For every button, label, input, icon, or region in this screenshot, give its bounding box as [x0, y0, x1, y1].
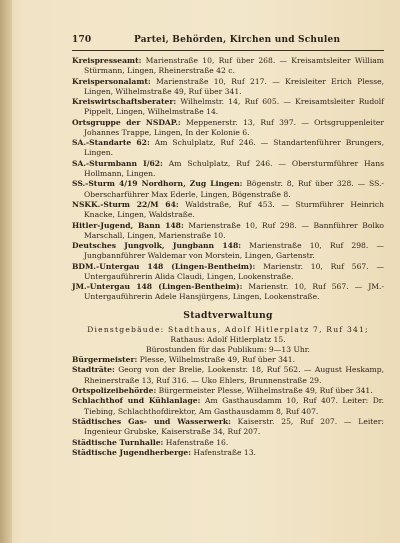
entry-label: SA.-Sturmbann I/62: — [72, 158, 163, 168]
entry-text: Georg von der Brelie, Lookenstr. 18, Ruf 562. — August Heskamp, Rheinerstraße 13, Ruf 316. — Uko Ehlers, Brunnenstraße 29. — [84, 365, 384, 385]
directory-entry — [72, 56, 384, 76]
directory-entry — [72, 438, 384, 448]
directory-entry — [72, 241, 384, 261]
directory-entry — [72, 221, 384, 241]
entry-text: Marienstraße 10, Ruf 298. — Bannführer Bolko Marschall, Lingen, Marienstraße 10. — [84, 220, 384, 240]
directory-entry — [72, 282, 384, 302]
page-header — [72, 35, 384, 49]
directory-entry — [72, 159, 384, 179]
directory-entry — [72, 396, 384, 416]
entry-text: Am Schulplatz, Ruf 246. — Obersturmführer Hans Hollmann, Lingen. — [84, 158, 384, 178]
entry-label: NSKK.-Sturm 22/M 64: — [72, 200, 179, 210]
entry-text: Plesse, Wilhelmstraße 49, Ruf über 341. — [139, 354, 295, 364]
entry-text: Marienstraße 10, Ruf 298. — Jungbannführer Waldemar von Morstein, Lingen, Gartenstr. — [84, 241, 384, 261]
directory-entry — [72, 77, 384, 97]
entry-label: Städtische Turnhalle: — [72, 437, 164, 447]
entry-text: Waldstraße, Ruf 453. — Sturmführer Heinrich Knacke, Lingen, Waldstraße. — [84, 200, 385, 220]
directory-entry — [72, 97, 384, 117]
party-entries-list — [72, 56, 384, 303]
running-head: Partei, Behörden, Kirchen und Schulen — [134, 35, 341, 45]
admin-entries-list — [72, 355, 384, 458]
entry-label: JM.-Untergau 148 (Lingen-Bentheim): — [72, 282, 243, 292]
entry-label: Bürgermeister: — [72, 354, 138, 364]
entry-label: BDM.-Untergau 148 (Lingen-Bentheim): — [72, 261, 256, 271]
entry-text: Kaiserstr. 25, Ruf 207. — Leiter: Ingenieur Grubske, Kaiserstraße 34, Ruf 207. — [84, 417, 384, 437]
directory-entry — [72, 262, 384, 282]
entry-text: Wilhelmstr. 14, Ruf 605. — Kreisamtsleiter Rudolf Pippelt, Lingen, Wilhelmstraße 14. — [84, 97, 384, 117]
entry-text: Hafenstraße 13. — [193, 448, 256, 458]
admin-intro-line: Dienstgebäude: Stadthaus, Adolf Hitlerplatz 7, Ruf 341; — [87, 324, 369, 334]
entry-label: Kreispresseamt: — [72, 56, 142, 65]
entry-label: Städtisches Gas- und Wasserwerk: — [72, 417, 231, 427]
entry-text: Bürgermeister Plesse, Wilhelmstraße 49, Ruf über 341. — [158, 385, 373, 395]
directory-entry — [72, 386, 384, 396]
entry-label: Kreiswirtschaftsberater: — [72, 97, 177, 107]
entry-label: Deutsches Jungvolk, Jungbann 148: — [72, 241, 242, 251]
directory-entry — [72, 179, 384, 199]
directory-entry — [72, 448, 384, 458]
entry-label: Stadträte: — [72, 365, 115, 375]
entry-text: Hafenstraße 16. — [165, 437, 229, 447]
entry-label: Schlachthof und Kühlanlage: — [72, 396, 201, 406]
entry-label: Kreispersonalamt: — [72, 76, 151, 86]
entry-label: Ortsgruppe der NSDAP.: — [72, 117, 181, 127]
admin-intro-line: Rathaus: Adolf Hitlerplatz 15. — [170, 334, 286, 344]
directory-entry — [72, 200, 384, 220]
directory-entry — [72, 355, 384, 365]
page-number: 170 — [72, 35, 92, 45]
entry-text: Bögenstr. 8, Ruf über 328. — SS.-Oberscharführer Max Ederle, Lingen, Bögenstraße 8. — [84, 179, 384, 199]
entry-label: Städtische Jugendherberge: — [72, 448, 192, 458]
directory-entry — [72, 365, 384, 385]
page-body — [72, 56, 384, 459]
book-spine-shadow — [0, 0, 12, 543]
entry-text: Marienstr. 10, Ruf 567. — Untergauführerin Alida Claudi, Lingen, Lookenstraße. — [84, 261, 384, 281]
admin-intro-line: Bürostunden für das Publikum: 9—13 Uhr. — [146, 344, 310, 354]
entry-text: Am Gasthausdamm 10, Ruf 407. Leiter: Dr. Tiebing, Schlachthofdirektor, Am Gasthausdamm 8, Ruf 407. — [84, 396, 384, 416]
entry-text: Marienstraße 10, Ruf über 268. — Kreisamtsleiter William Stürmann, Lingen, Rheinerstraße 42 c. — [84, 56, 384, 76]
directory-entry — [72, 417, 384, 437]
entry-text: Marienstr. 10, Ruf 567. — JM.-Untergauführerin Adele Hansjürgens, Lingen, Lookenstraße. — [84, 282, 384, 302]
entry-text: Am Schulplatz, Ruf 246. — Standartenführer Brungers, Lingen. — [84, 138, 384, 158]
entry-label: SS.-Sturm 4/19 Nordhorn, Zug Lingen: — [72, 179, 243, 189]
entry-text: Meppenerstr. 13, Ruf 397. — Ortsgruppenleiter Johannes Trappe, Lingen, In der Kolonie 6. — [84, 117, 385, 137]
directory-entry — [72, 118, 384, 138]
directory-entry — [72, 138, 384, 158]
entry-label: SA.-Standarte 62: — [72, 138, 150, 148]
entry-label: Ortspolizeibehörde: — [72, 385, 157, 395]
header-rule — [72, 50, 384, 51]
entry-text: Marienstraße 10, Ruf 217. — Kreisleiter Erich Plesse, Lingen, Wilhelmstraße 49, Ruf über 341. — [84, 76, 384, 96]
entry-label: Hitler-Jugend, Bann 148: — [72, 220, 184, 230]
section-title: Stadtverwaltung — [183, 309, 273, 321]
